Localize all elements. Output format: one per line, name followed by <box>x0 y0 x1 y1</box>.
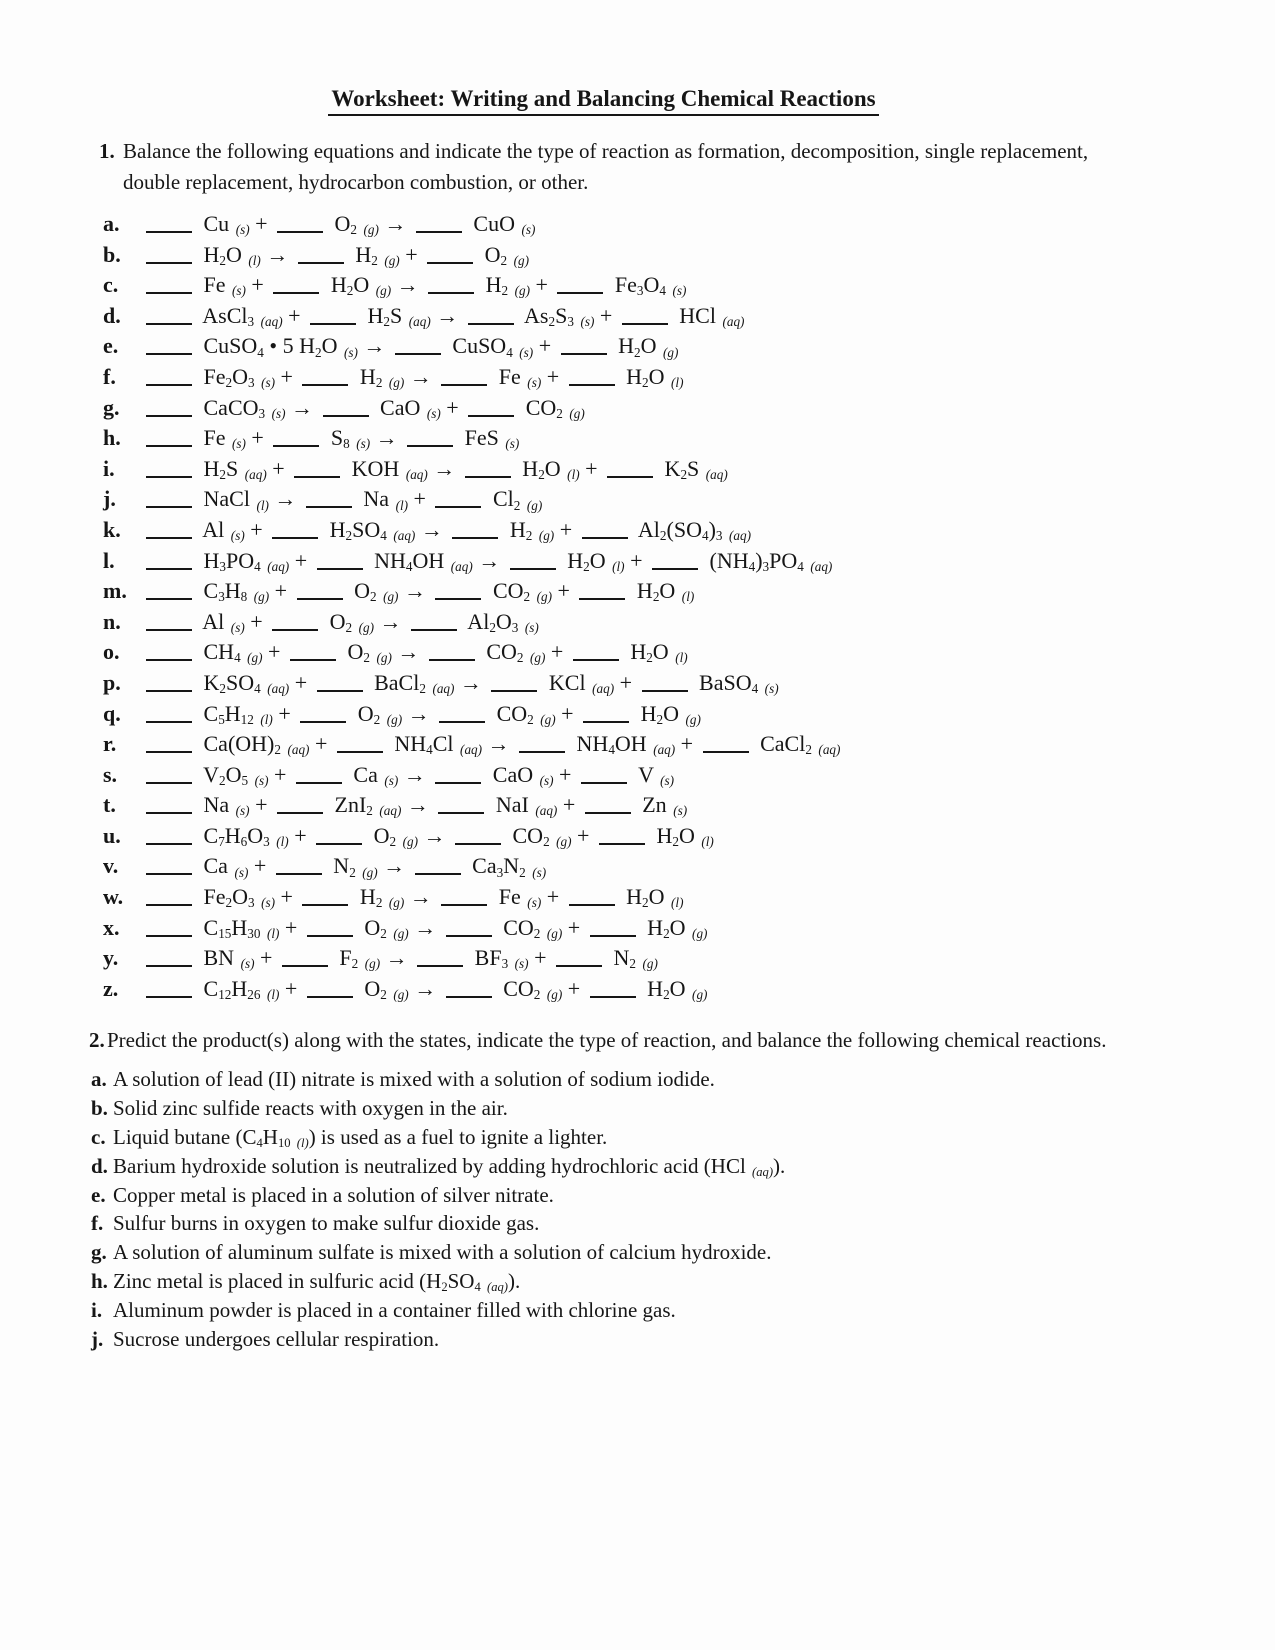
statement-row <box>91 1209 1275 1238</box>
statement-text: A solution of lead (II) nitrate is mixed with a solution of sodium iodide. <box>113 1067 715 1092</box>
statement-label: h. <box>91 1269 108 1294</box>
answer-blank <box>557 292 603 294</box>
answer-blank <box>491 690 537 692</box>
answer-blank <box>146 568 192 570</box>
equation-label: h. <box>103 425 121 451</box>
equation-label: t. <box>103 792 116 818</box>
answer-blank <box>468 323 514 325</box>
equation-row <box>103 760 1275 791</box>
equation-row <box>103 209 1275 240</box>
equation-text: CuSO$_4$ • 5 $H_2O$ $_{(s)}$ → CuSO$_4$ $_{(s)} + H_2O$ $_{(g)}$ <box>142 333 678 358</box>
answer-blank <box>452 537 498 539</box>
equation-row <box>103 913 1275 944</box>
answer-blank <box>146 231 192 233</box>
equation-row <box>103 668 1275 699</box>
answer-blank <box>407 445 453 447</box>
answer-blank <box>510 568 556 570</box>
statement-label: e. <box>91 1182 106 1207</box>
equation-label: b. <box>103 241 121 267</box>
equation-row <box>103 362 1275 393</box>
answer-blank <box>441 384 487 386</box>
answer-blank <box>317 690 363 692</box>
answer-blank <box>300 721 346 723</box>
equation-text: $H_2S$ $_{(aq)}$ + KOH $_{(aq)} \to H_2O$ $_{(l)} + K_2S$ $_{(aq)}$ <box>142 456 728 481</box>
equation-text: Na $_{(s)}$ + ZnI$_2$ $_{(aq)}$ → NaI $_{(aq)}$ + Zn $_{(s)}$ <box>142 792 687 817</box>
equation-row <box>103 331 1275 362</box>
equation-text: $Fe_2O_3$ $_{(s)} + H_2$ $_{(g)}$ → Fe $_{(s)} + H_2O$ $_{(l)}$ <box>142 364 683 389</box>
equation-text: $C_3H_8$ $_{(g)} + O_2$ $_{(g)} \to CO_2$ $_{(g)} + H_2O$ $_{(l)}$ <box>142 578 694 603</box>
answer-blank <box>273 292 319 294</box>
equation-row <box>103 240 1275 271</box>
statement-row <box>91 1325 1275 1354</box>
answer-blank <box>146 843 192 845</box>
statement-row <box>91 1065 1275 1094</box>
equation-text: $C_7H_6O_3$ $_{(l)} + O_2$ $_{(g)} \to CO_2$ $_{(g)} + H_2O$ $_{(l)}$ <box>142 823 714 848</box>
answer-blank <box>146 629 192 631</box>
equation-label: j. <box>103 486 116 512</box>
answer-blank <box>642 690 688 692</box>
statement-label: a. <box>91 1067 107 1092</box>
equation-row <box>103 301 1275 332</box>
equation-label: m. <box>103 578 127 604</box>
equation-label: n. <box>103 608 121 634</box>
statement-label: b. <box>91 1096 108 1121</box>
answer-blank <box>146 476 192 478</box>
equation-label: l. <box>103 547 115 573</box>
answer-blank <box>427 262 473 264</box>
equation-label: f. <box>103 363 116 389</box>
equation-text: $C_5H_{12}$ $_{(l)} + O_2$ $_{(g)} \to CO_2$ $_{(g)} + H_2O$ $_{(g)}$ <box>142 701 701 726</box>
answer-blank <box>272 629 318 631</box>
answer-blank <box>146 659 192 661</box>
equation-text: Al $_{(s)} + H_2SO_4$ $_{(aq)} \to H_2$ $_{(g)} + Al_2(SO_4)_3$ $_{(aq)}$ <box>142 517 751 542</box>
answer-blank <box>317 568 363 570</box>
equation-label: c. <box>103 272 119 298</box>
equation-label: x. <box>103 914 120 940</box>
statement-row <box>91 1094 1275 1123</box>
answer-blank <box>297 598 343 600</box>
statement-label: f. <box>91 1211 104 1236</box>
answer-blank <box>290 659 336 661</box>
answer-blank <box>146 721 192 723</box>
title-area <box>0 0 1275 116</box>
answer-blank <box>146 690 192 692</box>
answer-blank <box>622 323 668 325</box>
statement-label: d. <box>91 1153 108 1178</box>
equation-row <box>103 790 1275 821</box>
answer-blank <box>411 629 457 631</box>
answer-blank <box>146 537 192 539</box>
answer-blank <box>146 415 192 417</box>
statement-text: Copper metal is placed in a solution of silver nitrate. <box>113 1182 554 1207</box>
answer-blank <box>652 568 698 570</box>
statement-label: g. <box>91 1240 107 1265</box>
equation-label: s. <box>103 761 118 787</box>
answer-blank <box>590 935 636 937</box>
answer-blank <box>307 996 353 998</box>
answer-blank <box>416 231 462 233</box>
equation-row <box>103 515 1275 546</box>
equation-row <box>103 423 1275 454</box>
answer-blank <box>306 506 352 508</box>
equation-row <box>103 270 1275 301</box>
equation-label: y. <box>103 945 119 971</box>
equation-text: AsCl$_3$ $_{(aq)} + H_2S$ $_{(aq)} \to As_2S_3$ $_{(s)}$ + HCl $_{(aq)}$ <box>142 303 744 328</box>
answer-blank <box>146 751 192 753</box>
answer-blank <box>302 384 348 386</box>
equation-text: Fe $_{(s)} + H_2O$ $_{(g)} \to H_2$ $_{(g)} + Fe_3O_4$ $_{(s)}$ <box>142 272 686 297</box>
equation-row <box>103 637 1275 668</box>
equation-label: p. <box>103 669 121 695</box>
equation-row <box>103 484 1275 515</box>
answer-blank <box>438 812 484 814</box>
statement-label: i. <box>91 1297 103 1322</box>
equation-text: CaCO$_3$ $_{(s)}$ → CaO $_{(s)} + CO_2$ $_{(g)}$ <box>142 395 585 420</box>
answer-blank <box>146 384 192 386</box>
answer-blank <box>146 935 192 937</box>
statement-row <box>91 1181 1275 1210</box>
answer-blank <box>146 292 192 294</box>
answer-blank <box>146 965 192 967</box>
answer-blank <box>296 782 342 784</box>
statement-row <box>91 1123 1275 1152</box>
equation-row <box>103 821 1275 852</box>
answer-blank <box>146 904 192 906</box>
equation-row <box>103 851 1275 882</box>
answer-blank <box>703 751 749 753</box>
question-2 <box>89 1025 1275 1056</box>
answer-blank <box>276 873 322 875</box>
statement-text: A solution of aluminum sulfate is mixed with a solution of calcium hydroxide. <box>113 1240 772 1265</box>
statement-list <box>91 1065 1275 1353</box>
question-1-number: 1. <box>99 139 115 163</box>
equation-text: $CH_4$ $_{(g)} + O_2$ $_{(g)} \to CO_2$ $_{(g)} + H_2O$ $_{(l)}$ <box>142 639 688 664</box>
equation-row <box>103 393 1275 424</box>
statement-row <box>91 1152 1275 1181</box>
answer-blank <box>298 262 344 264</box>
answer-blank <box>146 812 192 814</box>
answer-blank <box>607 476 653 478</box>
equation-text: Ca $_{(s)} + N_2$ $_{(g)} \to Ca_3N_2$ $_{(s)}$ <box>142 853 546 878</box>
equation-label: u. <box>103 822 121 848</box>
equation-label: a. <box>103 211 120 236</box>
answer-blank <box>455 843 501 845</box>
answer-blank <box>435 782 481 784</box>
answer-blank <box>146 598 192 600</box>
answer-blank <box>277 231 323 233</box>
equation-row <box>103 974 1275 1005</box>
equation-label: k. <box>103 516 121 542</box>
answer-blank <box>519 751 565 753</box>
statement-text: Liquid butane ($C_4H_{10}$ $_{(l)}$) is used as a fuel to ignite a lighter. <box>113 1125 608 1151</box>
answer-blank <box>146 873 192 875</box>
equation-text: $Ca(OH)_2$ $_{(aq)} + NH_4Cl$ $_{(aq)} \to NH_4OH$ $_{(aq)}$ + CaCl$_2$ $_{(aq)}$ <box>142 731 840 756</box>
equation-label: w. <box>103 884 124 910</box>
statement-label: j. <box>91 1326 104 1351</box>
equation-text: Al $_{(s)} + O_2$ $_{(g)} \to Al_2O_3$ $_{(s)}$ <box>142 609 539 634</box>
equation-label: i. <box>103 455 115 481</box>
equation-text: $H_2O$ $_{(l)} \to H_2$ $_{(g)} + O_2$ $_{(g)}$ <box>142 242 529 267</box>
answer-blank <box>337 751 383 753</box>
answer-blank <box>294 476 340 478</box>
answer-blank <box>579 598 625 600</box>
answer-blank <box>441 904 487 906</box>
worksheet-title: Worksheet: Writing and Balancing Chemical Reactions <box>328 85 878 116</box>
answer-blank <box>417 965 463 967</box>
answer-blank <box>429 659 475 661</box>
statement-label: c. <box>91 1125 106 1150</box>
answer-blank <box>446 996 492 998</box>
answer-blank <box>581 782 627 784</box>
answer-blank <box>468 415 514 417</box>
statement-row <box>91 1267 1275 1296</box>
equation-text: $H_3PO_4$ $_{(aq)} + NH_4OH$ $_{(aq)} \to H_2O$ $_{(l)} + (NH_4)_3PO_4$ $_{(aq)}$ <box>142 548 832 573</box>
equation-label: z. <box>103 975 119 1001</box>
answer-blank <box>316 843 362 845</box>
answer-blank <box>435 598 481 600</box>
equation-text: Fe $_{(s)} + S_8$ $_{(s)}$ → FeS $_{(s)}$ <box>142 425 519 450</box>
equation-text: BN $_{(s)} + F_2$ $_{(g)} \to BF_3$ $_{(s)} + N_2$ $_{(g)}$ <box>142 945 658 970</box>
answer-blank <box>561 353 607 355</box>
answer-blank <box>302 904 348 906</box>
equation-row <box>103 454 1275 485</box>
equation-text: $V_2O_5$ $_{(s)}$ + Ca $_{(s)}$ → CaO $_{(s)}$ + V $_{(s)}$ <box>142 762 674 787</box>
statement-text: Aluminum powder is placed in a container filled with chlorine gas. <box>113 1297 676 1322</box>
equation-text: $Fe_2O_3$ $_{(s)} + H_2$ $_{(g)}$ → Fe $_{(s)} + H_2O$ $_{(l)}$ <box>142 884 683 909</box>
answer-blank <box>307 935 353 937</box>
equation-list <box>103 209 1275 1004</box>
equation-text: $C_{15}H_{30}$ $_{(l)} + O_2$ $_{(g)} \to CO_2$ $_{(g)} + H_2O$ $_{(g)}$ <box>142 915 707 940</box>
answer-blank <box>583 721 629 723</box>
equation-row <box>103 607 1275 638</box>
equation-row <box>103 729 1275 760</box>
answer-blank <box>146 996 192 998</box>
equation-label: v. <box>103 853 119 879</box>
equation-text: NaCl $_{(l)}$ → Na $_{(l)} + Cl_2$ $_{(g)}$ <box>142 486 542 511</box>
equation-row <box>103 699 1275 730</box>
statement-text: Zinc metal is placed in sulfuric acid ($H_2SO_4$ $_{(aq)}$). <box>113 1269 521 1295</box>
statement-row <box>91 1296 1275 1325</box>
statement-text: Solid zinc sulfide reacts with oxygen in the air. <box>113 1096 508 1121</box>
answer-blank <box>435 506 481 508</box>
equation-label: q. <box>103 700 121 726</box>
answer-blank <box>590 996 636 998</box>
equation-row <box>103 882 1275 913</box>
statement-text: Barium hydroxide solution is neutralized by adding hydrochloric acid (HCl $_{(aq)}$). <box>113 1153 786 1179</box>
question-2-number: 2. <box>89 1028 105 1053</box>
equation-label: d. <box>103 302 121 328</box>
question-1 <box>99 136 1275 198</box>
question-2-prompt: Predict the product(s) along with the states, indicate the type of reaction, and balance the following chemical reactions. <box>107 1028 1107 1053</box>
answer-blank <box>323 415 369 417</box>
answer-blank <box>428 292 474 294</box>
equation-label: r. <box>103 731 117 757</box>
equation-text: Cu $_{(s)} + O_2$ $_{(g)}$ → CuO $_{(s)}$ <box>142 211 535 236</box>
answer-blank <box>273 445 319 447</box>
answer-blank <box>415 873 461 875</box>
equation-label: e. <box>103 333 119 359</box>
answer-blank <box>395 353 441 355</box>
answer-blank <box>146 445 192 447</box>
statement-text: Sulfur burns in oxygen to make sulfur dioxide gas. <box>113 1211 540 1236</box>
statement-text: Sucrose undergoes cellular respiration. <box>113 1326 440 1351</box>
answer-blank <box>573 659 619 661</box>
answer-blank <box>556 965 602 967</box>
question-1-prompt: Balance the following equations and indicate the type of reaction as formation, decomposition, single replacement, double replacement, hydrocarbon combustion, or other. <box>123 139 1089 194</box>
answer-blank <box>146 782 192 784</box>
equation-text: $K_2SO_4$ $_{(aq)}$ + BaCl$_2$ $_{(aq)}$ → KCl $_{(aq)}$ + BaSO$_4$ $_{(s)}$ <box>142 670 779 695</box>
answer-blank <box>599 843 645 845</box>
answer-blank <box>439 721 485 723</box>
equation-label: o. <box>103 639 120 665</box>
answer-blank <box>146 323 192 325</box>
answer-blank <box>277 812 323 814</box>
answer-blank <box>146 506 192 508</box>
equation-row <box>103 943 1275 974</box>
answer-blank <box>310 323 356 325</box>
answer-blank <box>569 384 615 386</box>
answer-blank <box>146 353 192 355</box>
answer-blank <box>282 965 328 967</box>
equation-row <box>103 546 1275 577</box>
equation-label: g. <box>103 394 120 420</box>
answer-blank <box>465 476 511 478</box>
statement-row <box>91 1238 1275 1267</box>
answer-blank <box>582 537 628 539</box>
equation-text: $C_{12}H_{26}$ $_{(l)} + O_2$ $_{(g)} \to CO_2$ $_{(g)} + H_2O$ $_{(g)}$ <box>142 976 707 1001</box>
answer-blank <box>272 537 318 539</box>
answer-blank <box>446 935 492 937</box>
answer-blank <box>585 812 631 814</box>
answer-blank <box>569 904 615 906</box>
equation-row <box>103 576 1275 607</box>
answer-blank <box>146 262 192 264</box>
